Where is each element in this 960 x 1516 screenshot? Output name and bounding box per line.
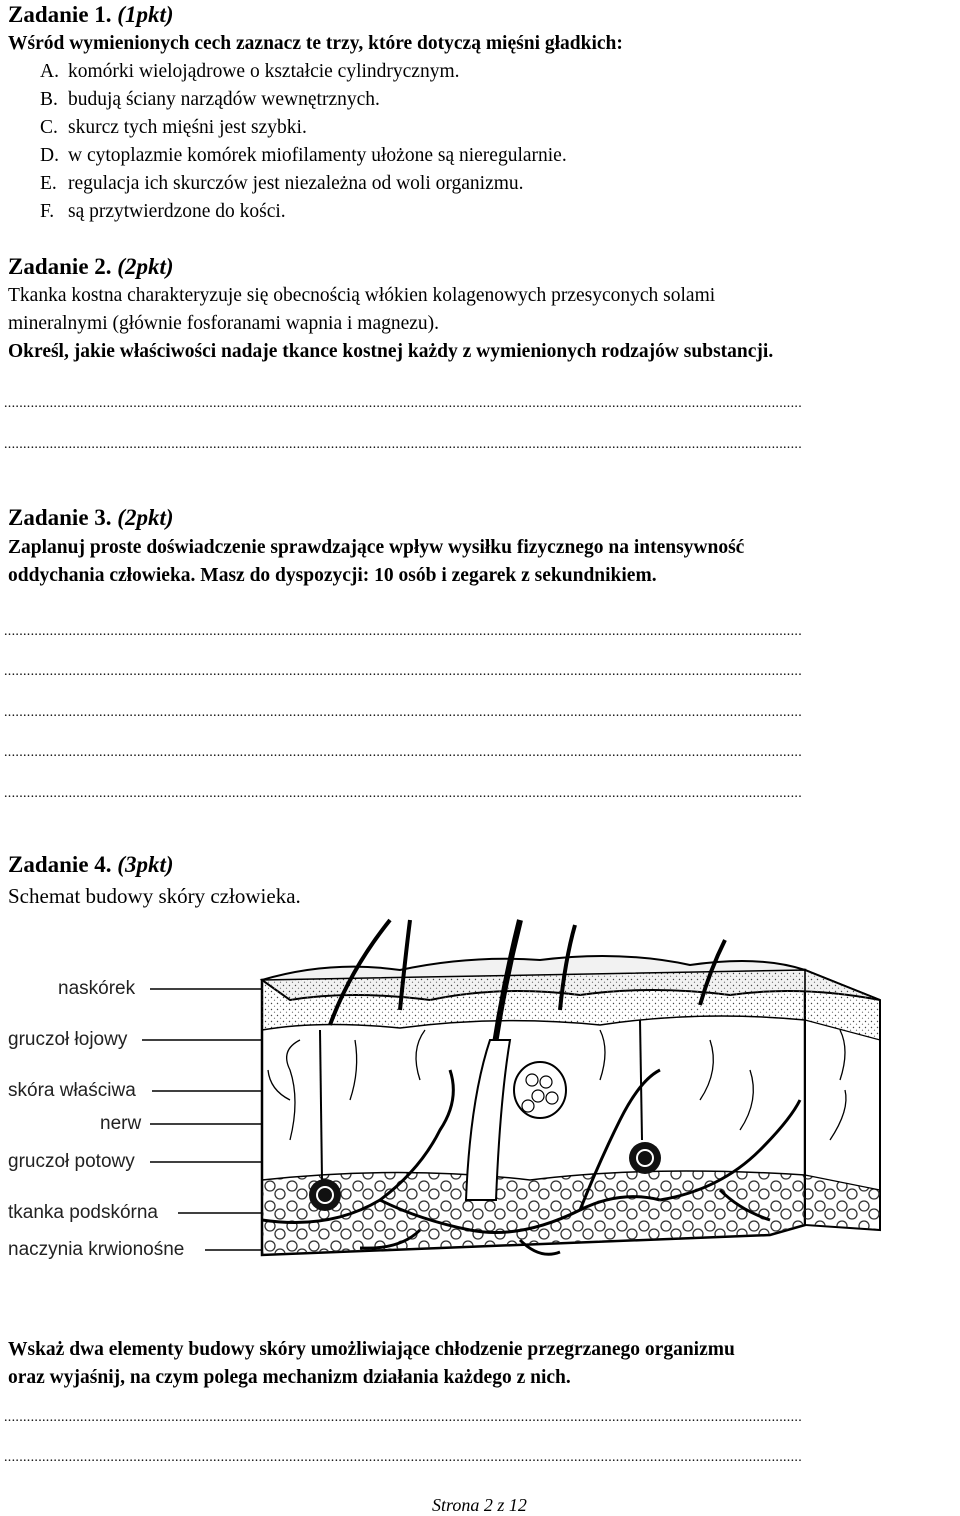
task3-question-line2: oddychania człowieka. Masz do dyspozycji: 10 osób i zegarek z sekundnikiem. (8, 565, 657, 586)
task4-points: (3pkt) (117, 852, 174, 877)
page-footer: Strona 2 z 12 (432, 1495, 527, 1515)
task3-points: (2pkt) (117, 505, 174, 530)
task2-text-line1: Tkanka kostna charakteryzuje się obecnością włókien kolagenowych przesyconych solami (8, 285, 716, 306)
task2-points: (2pkt) (117, 254, 174, 279)
task3-question-line1: Zaplanuj proste doświadczenie sprawdzające wpływ wysiłku fizycznego na intensywność (8, 537, 745, 558)
task2-heading (8, 254, 174, 280)
skin-diagram (0, 900, 960, 1300)
label-tkanka-podskorna: tkanka podskórna (8, 1202, 158, 1223)
label-nerw: nerw (100, 1113, 142, 1134)
task1-title: Zadanie 1. (8, 2, 112, 27)
answer-line[interactable]: .................................................................................................................................................................................................................. (4, 705, 802, 720)
label-gruczol-potowy: gruczoł potowy (8, 1151, 135, 1172)
answer-line[interactable]: .................................................................................................................................................................................................................. (4, 396, 802, 411)
task3-heading (8, 505, 174, 531)
task1-points: (1pkt) (117, 2, 174, 27)
task2-question: Określ, jakie właściwości nadaje tkance kostnej każdy z wymienionych rodzajów substancji. (8, 341, 774, 362)
task1-option-e[interactable]: E. regulacja ich skurczów jest niezależna od woli organizmu. (40, 173, 524, 194)
subcutaneous-tissue (262, 1171, 805, 1255)
answer-line[interactable]: .................................................................................................................................................................................................................. (4, 437, 802, 452)
label-naczynia-krwionosne: naczynia krwionośne (8, 1239, 185, 1260)
label-naskorek: naskórek (58, 978, 136, 999)
task3-title: Zadanie 3. (8, 505, 112, 530)
task1-heading (8, 2, 174, 28)
task2-title: Zadanie 2. (8, 254, 112, 279)
answer-line[interactable]: .................................................................................................................................................................................................................. (4, 1410, 802, 1425)
task2-text-line2: mineralnymi (głównie fosforanami wapnia i magnezu). (8, 313, 440, 334)
task1-option-d[interactable]: D. w cytoplazmie komórek miofilamenty ułożone są nieregularnie. (40, 145, 567, 166)
task1-option-a[interactable]: A. komórki wielojądrowe o kształcie cylindrycznym. (40, 61, 460, 82)
task4-title: Zadanie 4. (8, 852, 112, 877)
answer-line[interactable]: .................................................................................................................................................................................................................. (4, 745, 802, 760)
task4-question-line2: oraz wyjaśnij, na czym polega mechanizm działania każdego z nich. (8, 1367, 571, 1388)
task4-question-line1: Wskaż dwa elementy budowy skóry umożliwiające chłodzenie przegrzanego organizmu (8, 1339, 735, 1360)
sebaceous-gland (514, 1062, 566, 1118)
task1-option-f[interactable]: F. są przytwierdzone do kości. (40, 201, 286, 222)
label-skora-wlasciwa: skóra właściwa (8, 1080, 136, 1101)
answer-line[interactable]: .................................................................................................................................................................................................................. (4, 786, 802, 801)
task4-caption: Schemat budowy skóry człowieka. (8, 884, 301, 908)
task4-heading (8, 852, 174, 878)
task1-question: Wśród wymienionych cech zaznacz te trzy, które dotyczą mięśni gładkich: (8, 33, 623, 54)
answer-line[interactable]: .................................................................................................................................................................................................................. (4, 664, 802, 679)
task1-option-c[interactable]: C. skurcz tych mięśni jest szybki. (40, 117, 307, 138)
answer-line[interactable]: .................................................................................................................................................................................................................. (4, 624, 802, 639)
answer-line[interactable]: .................................................................................................................................................................................................................. (4, 1450, 802, 1465)
task1-option-b[interactable]: B. budują ściany narządów wewnętrznych. (40, 89, 380, 110)
label-gruczol-lojowy: gruczoł łojowy (8, 1029, 128, 1050)
